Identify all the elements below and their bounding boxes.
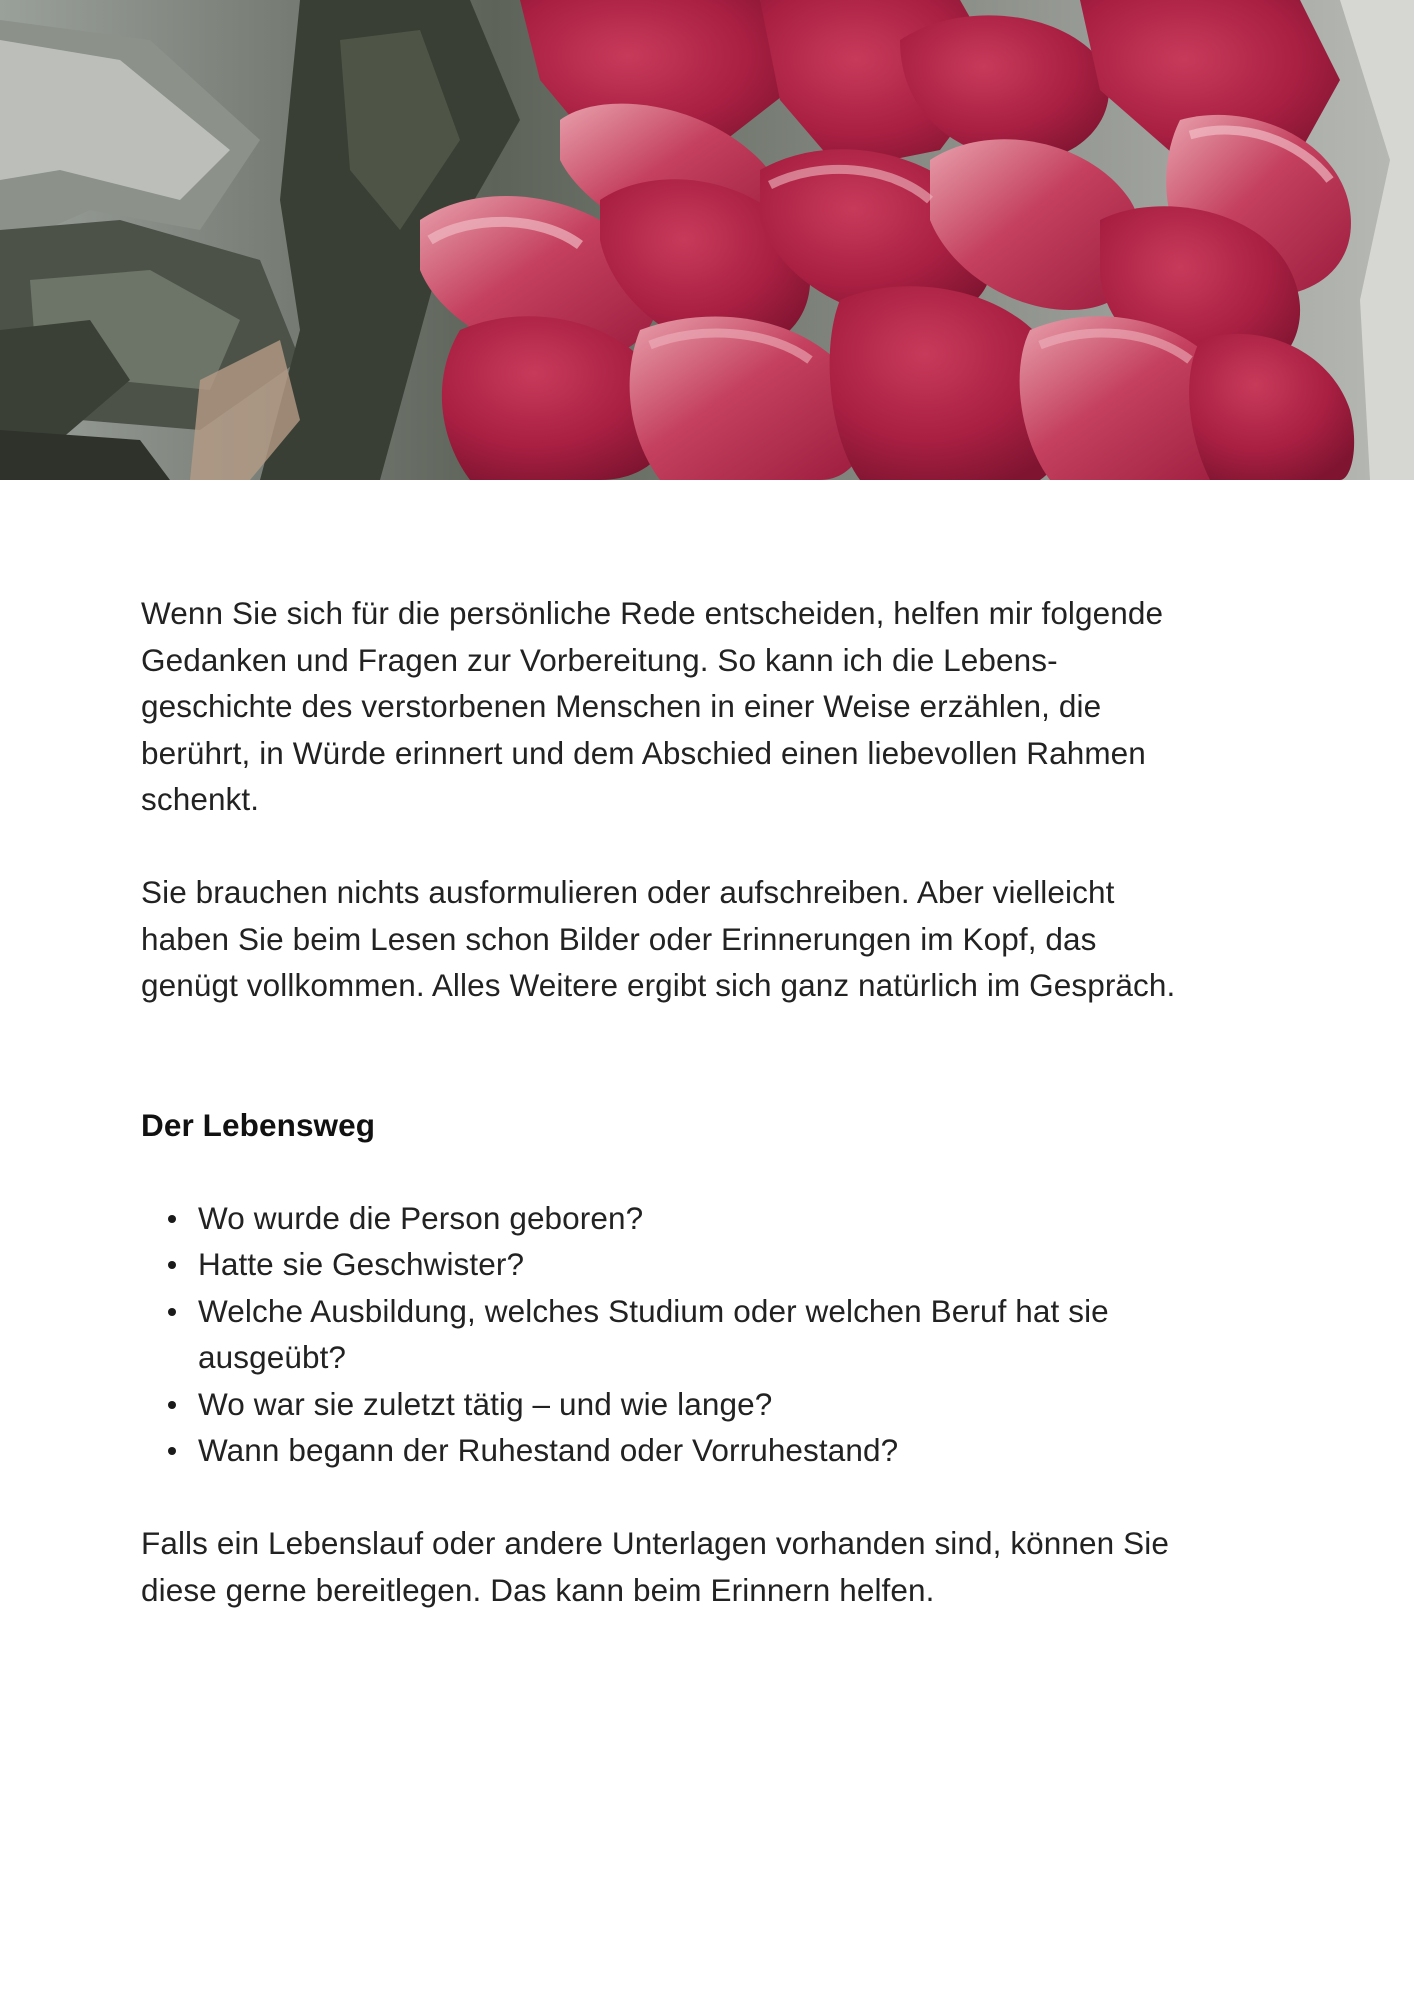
list-item: Wo wurde die Person geboren? — [141, 1195, 1281, 1242]
cyclamen-flower-photo — [0, 0, 1414, 480]
hero-image — [0, 0, 1414, 480]
list-item: Welche Ausbildung, welches Studium oder welchen Beruf hat sie ausgeübt? — [141, 1288, 1281, 1381]
list-item: Hatte sie Geschwister? — [141, 1241, 1281, 1288]
closing-paragraph: Falls ein Lebenslauf oder andere Unterlagen vorhanden sind, können Sie diese gerne bereitlegen. Das kann beim Erinnern helfen. — [141, 1525, 1169, 1608]
intro-paragraph-2: Sie brauchen nichts ausformulieren oder aufschreiben. Aber vielleicht haben Sie beim Lesen schon Bilder oder Erinnerungen im Kopf, das genügt vollkommen. Alles Weitere ergibt sich ganz natürlich im Gespräch. — [141, 874, 1176, 1003]
intro-paragraph-1: Wenn Sie sich für die persönliche Rede entscheiden, helfen mir folgende Gedanken und Fragen zur Vorbereitung. So kann ich die Lebens- geschichte des verstorbenen Menschen in einer Weise erzählen, die berührt, in Würde erinnert und dem Abschied einen liebevollen Rahmen schenkt. — [141, 595, 1164, 817]
section-title: Der Lebensweg — [141, 1106, 376, 1143]
list-item: Wann begann der Ruhestand oder Vorruhestand? — [141, 1427, 1281, 1474]
main-content — [141, 590, 1281, 1613]
list-item: Wo war sie zuletzt tätig – und wie lange? — [141, 1381, 1281, 1428]
question-list — [141, 1195, 1281, 1474]
